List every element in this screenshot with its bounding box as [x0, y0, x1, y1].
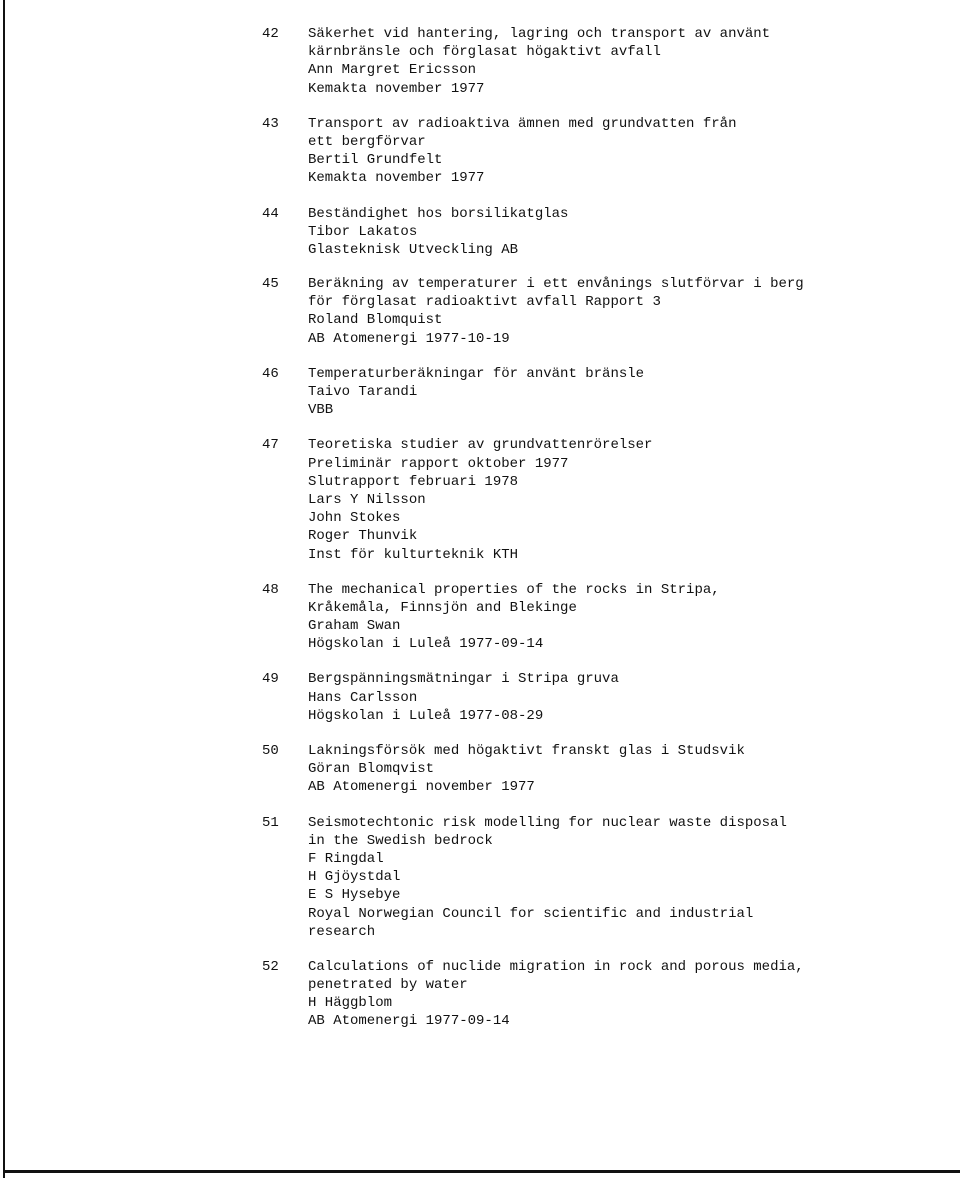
entry-detail-line: Preliminär rapport oktober 1977 [308, 455, 569, 472]
entry-title-line: Beräkning av temperaturer i ett envånings slutförvar i berg [308, 276, 804, 293]
entry-detail-line: AB Atomenergi 1977-09-14 [308, 1013, 510, 1030]
entry-detail-line: Kråkemåla, Finnsjön and Blekinge [308, 599, 577, 616]
entry-text [308, 115, 960, 188]
entry-detail-line: AB Atomenergi november 1977 [308, 779, 535, 796]
entry-detail-line: Tibor Lakatos [308, 223, 418, 240]
entry-text [308, 275, 960, 348]
page-border-bottom [3, 1170, 960, 1173]
entry-number: 51 [262, 814, 279, 831]
entry-detail-line: VBB [308, 402, 334, 419]
entry-number: 49 [262, 671, 279, 688]
entry-number: 45 [262, 276, 279, 293]
entry-text [308, 670, 960, 725]
entry-detail-line: Roger Thunvik [308, 528, 418, 545]
report-entry [0, 205, 960, 260]
entry-text [308, 436, 960, 563]
entry-title-line: Teoretiska studier av grundvattenrörelser [308, 437, 653, 454]
entry-detail-line: Kemakta november 1977 [308, 80, 485, 97]
entry-detail-line: penetrated by water [308, 977, 468, 994]
entry-detail-line: F Ringdal [308, 850, 384, 867]
entry-number: 50 [262, 743, 279, 759]
report-list [0, 8, 960, 1031]
entry-detail-line: Glasteknisk Utveckling AB [308, 241, 519, 258]
entry-detail-line: Royal Norwegian Council for scientific and industrial [308, 905, 754, 922]
report-entry [0, 115, 960, 188]
entry-number: 46 [262, 365, 279, 382]
entry-text [308, 958, 960, 1031]
entry-detail-line: AB Atomenergi 1977-10-19 [308, 330, 510, 347]
report-entry [0, 958, 960, 1031]
entry-detail-line: in the Swedish bedrock [308, 832, 493, 849]
entry-text [308, 205, 960, 260]
entry-detail-line: H Häggblom [308, 995, 393, 1012]
entry-detail-line: för förglasat radioaktivt avfall Rapport 3 [308, 294, 661, 311]
entry-detail-line: kärnbränsle och förglasat högaktivt avfall [308, 44, 661, 61]
entry-detail-line: Roland Blomquist [308, 312, 443, 329]
entry-detail-line: E S Hysebye [308, 887, 401, 904]
entry-detail-line: Ann Margret Ericsson [308, 62, 477, 79]
entry-number: 43 [262, 115, 279, 132]
report-entry [0, 436, 960, 563]
entry-text [308, 25, 960, 98]
report-entry [0, 365, 960, 420]
report-entry [0, 670, 960, 725]
entry-title-line: Calculations of nuclide migration in rock and porous media, [308, 958, 804, 975]
entry-detail-line: Bertil Grundfelt [308, 152, 443, 169]
entry-detail-line: John Stokes [308, 510, 401, 527]
entry-text [308, 581, 960, 654]
entry-detail-line: ett bergförvar [308, 133, 426, 150]
report-entry [0, 814, 960, 941]
entry-text [308, 365, 960, 420]
entry-title-line: Beständighet hos borsilikatglas [308, 205, 569, 222]
entry-number: 44 [262, 205, 279, 222]
entry-detail-line: Taivo Tarandi [308, 384, 418, 400]
entry-number: 47 [262, 437, 279, 454]
report-entry [0, 581, 960, 654]
report-entry [0, 25, 960, 98]
entry-text [308, 814, 960, 941]
entry-title-line: The mechanical properties of the rocks in Stripa, [308, 581, 720, 598]
entry-detail-line: Graham Swan [308, 618, 401, 635]
entry-title-line: Seismotechtonic risk modelling for nuclear waste disposal [308, 814, 787, 831]
entry-detail-line: H Gjöystdal [308, 869, 401, 886]
entry-title-line: Säkerhet vid hantering, lagring och transport av använt [308, 26, 771, 42]
entry-title-line: Transport av radioaktiva ämnen med grundvatten från [308, 115, 737, 132]
entry-title-line: Lakningsförsök med högaktivt franskt glas i Studsvik [308, 743, 745, 759]
entry-number: 52 [262, 958, 279, 975]
entry-number: 48 [262, 581, 279, 598]
entry-text [308, 742, 960, 797]
report-entry [0, 742, 960, 797]
entry-title-line: Temperaturberäkningar för använt bränsle [308, 365, 645, 382]
entry-detail-line: research [308, 923, 376, 940]
entry-detail-line: Inst för kulturteknik KTH [308, 546, 519, 563]
entry-detail-line: Slutrapport februari 1978 [308, 473, 519, 490]
entry-detail-line: Lars Y Nilsson [308, 491, 426, 508]
entry-number: 42 [262, 26, 279, 42]
report-entry [0, 275, 960, 348]
entry-detail-line: Kemakta november 1977 [308, 170, 485, 187]
entry-detail-line: Göran Blomqvist [308, 761, 435, 778]
entry-detail-line: Hans Carlsson [308, 689, 418, 706]
entry-title-line: Bergspänningsmätningar i Stripa gruva [308, 671, 619, 688]
entry-detail-line: Högskolan i Luleå 1977-08-29 [308, 707, 544, 724]
entry-detail-line: Högskolan i Luleå 1977-09-14 [308, 636, 544, 653]
